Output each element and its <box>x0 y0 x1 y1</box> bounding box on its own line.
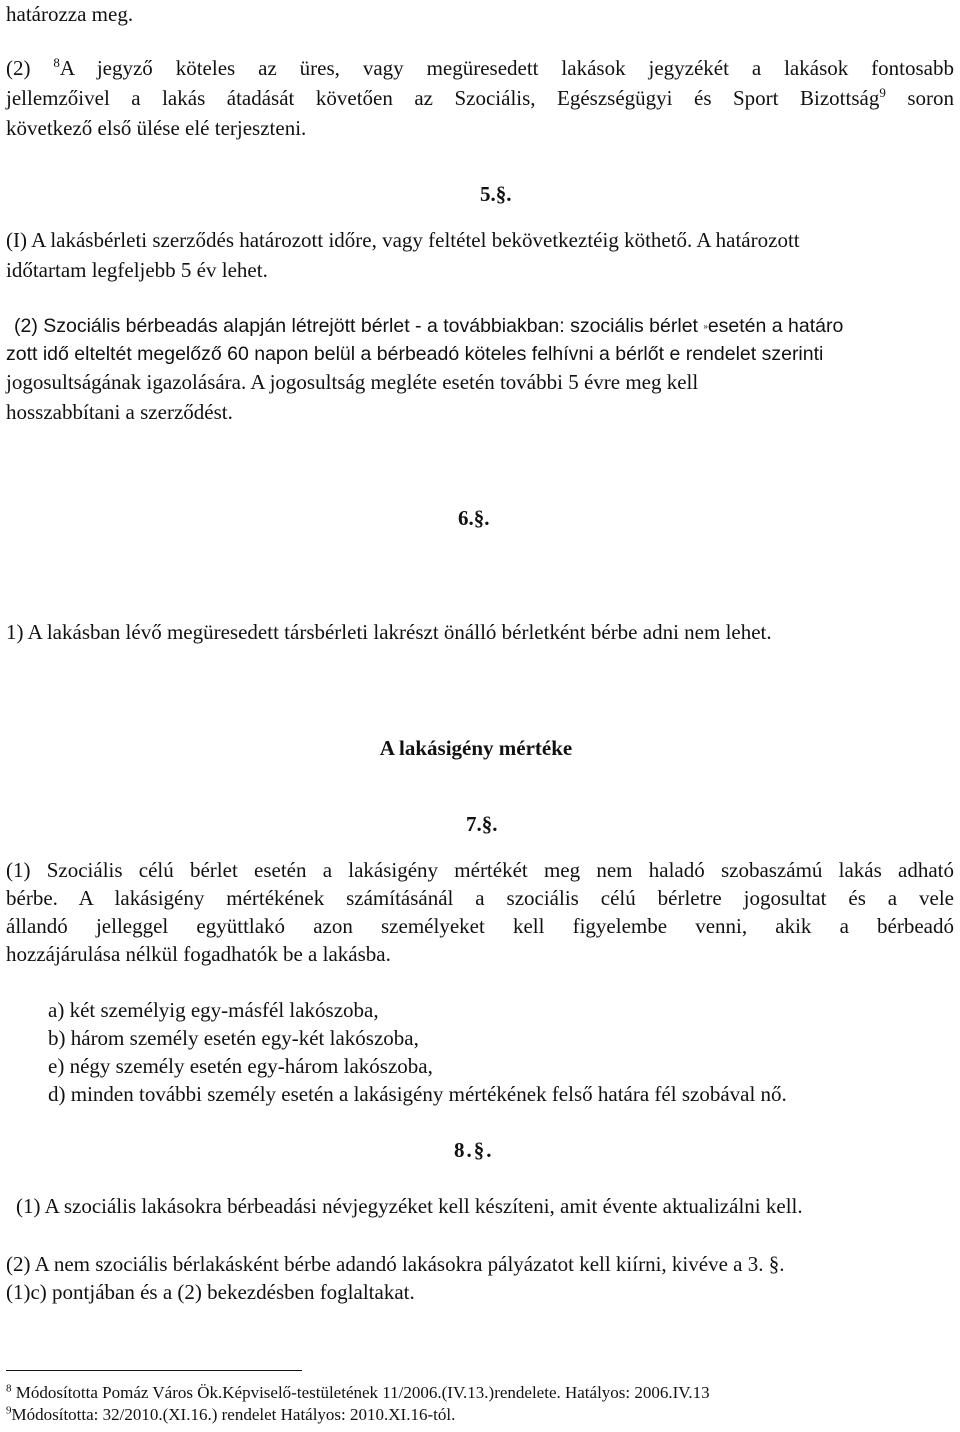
paragraph-line: 1) A lakásban lévő megüresedett társbérleti lakrészt önálló bérletként bérbe adni nem lehet. <box>6 620 772 644</box>
text-line: határozza meg. <box>6 2 134 26</box>
paragraph-line: bérbe. A lakásigény mértékének számításánál a szociális célú bérletre jogosultat és a vele <box>6 886 954 910</box>
list-item: a) két személyig egy-másfél lakószoba, <box>48 998 379 1022</box>
paragraph-line: (1) A szociális lakásokra bérbeadási névjegyzéket kell készíteni, amit évente aktualizálni kell. <box>16 1194 803 1218</box>
section-heading-6: 6.§. <box>458 506 490 530</box>
footnote-separator <box>6 1370 302 1371</box>
paragraph-line: jogosultságának igazolására. A jogosultság megléte esetén további 5 évre meg kell <box>6 370 699 394</box>
paragraph-line: időtartam legfeljebb 5 év lehet. <box>6 258 268 282</box>
list-item: b) három személy esetén egy-két lakószoba, <box>48 1026 419 1050</box>
section-heading-8: 8.§. <box>454 1138 494 1162</box>
paragraph-line: (2) A nem szociális bérlakásként bérbe adandó lakásokra pályázatot kell kiírni, kivéve a 3. §. <box>6 1252 785 1276</box>
section-title: A lakásigény mértéke <box>379 736 573 760</box>
list-item: d) minden további személy esetén a lakásigény mértékének felső határa fél szobával nő. <box>48 1082 787 1106</box>
paragraph-line: jellemzőivel a lakás átadását követően az Szociális, Egészségügyi és Sport Bizottság$^9$ soron <box>6 85 954 110</box>
section-heading-5: 5.§. <box>480 182 512 206</box>
list-item: e) négy személy esetén egy-három lakószoba, <box>48 1054 433 1078</box>
paragraph-line: állandó jelleggel együttlakó azon személyeket kell figyelembe venni, akik a bérbeadó <box>6 914 954 938</box>
paragraph-line: (1) Szociális célú bérlet esetén a lakásigény mértékét meg nem haladó szobaszámú lakás adható <box>6 858 954 882</box>
paragraph-line: (2) $^8$A jegyző köteles az üres, vagy megüresedett lakások jegyzékét a lakások fontosabb <box>6 55 954 80</box>
footnote-ref[interactable]: 9 <box>879 85 886 100</box>
paragraph-line: hosszabbítani a szerződést. <box>6 400 233 424</box>
paragraph-line: zott idő elteltét megelőző 60 napon belül a bérbeadó köteles felhívni a bérlőt e rendelet szerinti <box>6 343 824 365</box>
footnote-ref[interactable]: 8 <box>53 55 60 70</box>
paragraph-line: következő első ülése elé terjeszteni. <box>6 116 307 140</box>
paragraph-line: (I) A lakásbérleti szerződés határozott időre, vagy feltétel bekövetkeztéig köthető. A határozott <box>6 228 800 252</box>
footnote: $^8$ Módosította Pomáz Város Ök.Képviselő-testületének 11/2006.(IV.13.)rendelete. Hatályos: 2006.IV.13 <box>6 1382 710 1402</box>
paragraph-line: (1)c) pontjában és a (2) bekezdésben foglaltakat. <box>6 1280 415 1304</box>
paragraph-line: hozzájárulása nélkül fogadhatók be a lakásba. <box>6 942 391 966</box>
paragraph-line: (2) Szociális bérbeadás alapján létrejött bérlet - a továbbiakban: szociális bérlet »esetén a határo <box>14 315 844 337</box>
footnote: $^9$Módosította: 32/2010.(XI.16.) rendelet Hatályos: 2010.XI.16-tól. <box>6 1404 456 1424</box>
section-heading-7: 7.§. <box>466 812 498 836</box>
